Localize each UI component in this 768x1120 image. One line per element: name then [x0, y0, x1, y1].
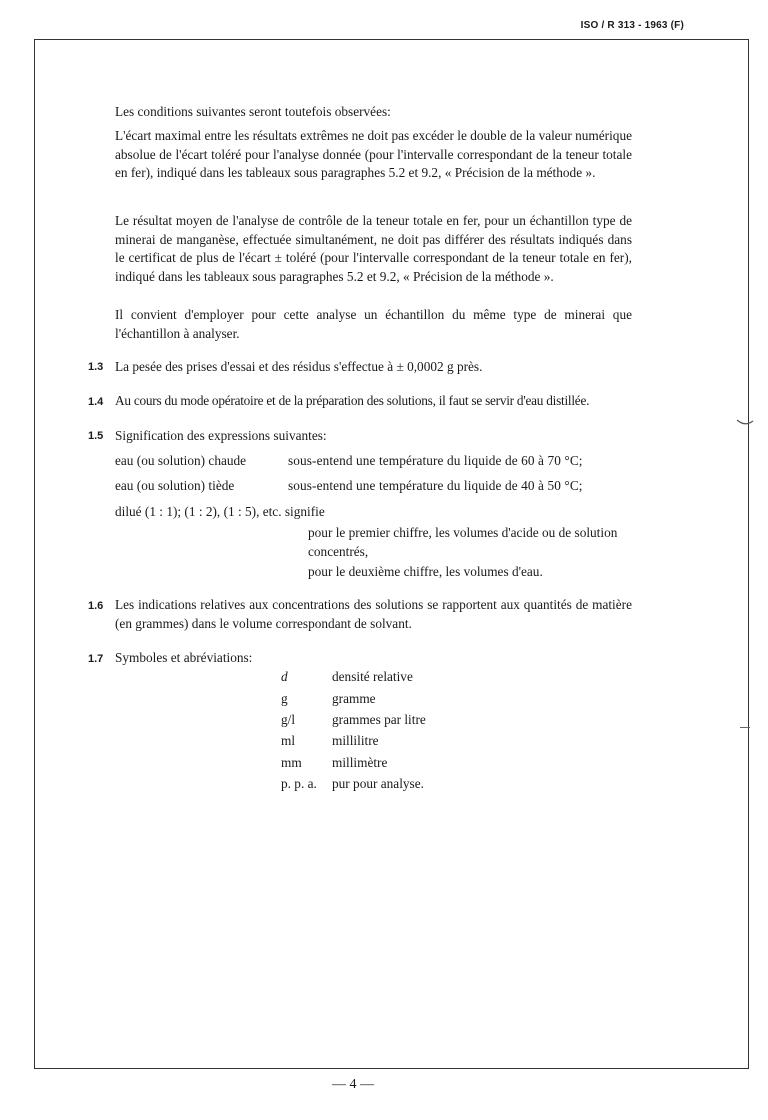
- margin-mark-dash: [740, 727, 750, 728]
- term-diluted: dilué (1 : 1); (1 : 2), (1 : 5), etc. signifie: [115, 504, 325, 519]
- symbol-g-per-l: g/l: [281, 712, 296, 727]
- meaning-g: gramme: [332, 691, 376, 706]
- section-number-1-7: 1.7: [88, 653, 104, 665]
- conditions-intro: Les conditions suivantes seront toutefois observées:: [115, 104, 391, 119]
- symbol-ml: ml: [281, 733, 296, 748]
- meaning-mm: millimètre: [332, 755, 388, 770]
- meaning-ml: millilitre: [332, 733, 379, 748]
- document-id-header: ISO / R 313 - 1963 (F): [580, 20, 684, 31]
- symbol-d: d: [281, 669, 288, 684]
- meaning-ppa: pur pour analyse.: [332, 776, 424, 791]
- paragraph-max-deviation: L'écart maximal entre les résultats extrêmes ne doit pas excéder le double de la valeur numérique absolue de l'écart toléré pour l'analyse donnée (pour l'intervalle correspondant de la teneur totale en fer), indiqué dans les tableaux sous paragraphes 5.2 et 9.2, « Précision de la méthode ».: [115, 128, 632, 180]
- section-number-1-5: 1.5: [88, 430, 104, 442]
- margin-mark-curve: [736, 418, 754, 428]
- term-warm-water: eau (ou solution) tiède: [115, 478, 235, 493]
- section-1-3-text: La pesée des prises d'essai et des résidus s'effectue à ± 0,0002 g près.: [115, 359, 483, 374]
- definition-hot-water: sous-entend une température du liquide de 60 à 70 °C;: [288, 453, 583, 468]
- meaning-d: densité relative: [332, 669, 413, 684]
- page-number-footer: — 4 —: [332, 1077, 374, 1092]
- section-1-6-text: Les indications relatives aux concentrations des solutions se rapportent aux quantités de matière (en grammes) dans le volume correspondant de solvant.: [115, 597, 632, 631]
- definition-first-figure: pour le premier chiffre, les volumes d'acide ou de solution concentrés,: [308, 525, 618, 559]
- term-hot-water: eau (ou solution) chaude: [115, 453, 247, 468]
- section-1-4-text: Au cours du mode opératoire et de la préparation des solutions, il faut se servir d'eau distillée.: [115, 393, 590, 408]
- section-number-1-4: 1.4: [88, 396, 104, 408]
- paragraph-sample-type: Il convient d'employer pour cette analyse un échantillon du même type de minerai que l'échantillon à analyser.: [115, 307, 632, 341]
- section-1-5-title: Signification des expressions suivantes:: [115, 428, 327, 443]
- section-number-1-6: 1.6: [88, 600, 104, 612]
- symbol-ppa: p. p. a.: [281, 776, 317, 791]
- section-1-7-title: Symboles et abréviations:: [115, 650, 253, 665]
- symbol-mm: mm: [281, 755, 302, 770]
- section-number-1-3: 1.3: [88, 361, 104, 373]
- definition-warm-water: sous-entend une température du liquide de 40 à 50 °C;: [288, 478, 583, 493]
- paragraph-mean-result: Le résultat moyen de l'analyse de contrôle de la teneur totale en fer, pour un échantillon type de minerai de manganèse, effectuée simultanément, ne doit pas différer des résultats indiqués dans le certificat de plus de l'écart ± toléré (pour l'intervalle correspondant de la teneur totale en fer), indiqué dans les tableaux sous paragraphes 5.2 et 9.2, « Précision de la méthode ».: [115, 213, 632, 284]
- meaning-g-per-l: grammes par litre: [332, 712, 426, 727]
- definition-second-figure: pour le deuxième chiffre, les volumes d'eau.: [308, 564, 543, 579]
- symbol-g: g: [281, 691, 288, 706]
